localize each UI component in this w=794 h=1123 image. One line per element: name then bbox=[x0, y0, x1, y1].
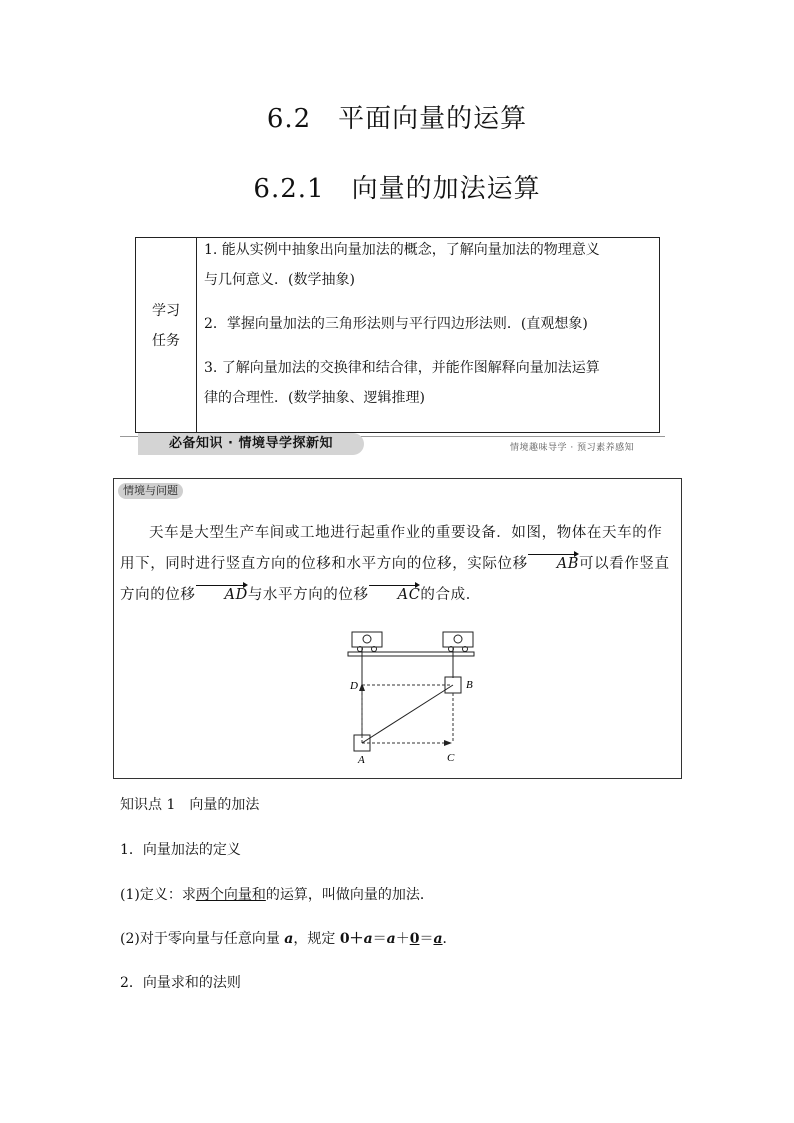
section-banner: 必备知识 · 情境导学探新知 bbox=[138, 433, 364, 455]
zero-rule-formula-a1: a bbox=[363, 931, 373, 947]
scenario-text-part-1: 天车是大型生产车间或工地进行起重作业的重要设备．如图，物体在天车的作用下，同时进行竖直方向的位移和水平方向的位移，实际位移 bbox=[120, 525, 663, 572]
definition-prefix: (1)定义：求 bbox=[120, 887, 196, 903]
scenario-text-part-3: 与水平方向的位移 bbox=[247, 587, 369, 603]
learning-tasks-label-2: 任务 bbox=[152, 333, 180, 349]
knowledge-point-1-title: 知识点 1 向量的加法 bbox=[120, 797, 260, 813]
subsection-title: 6.2.1 向量的加法运算 bbox=[253, 174, 541, 204]
task-item-1-line-2: 与几何意义．(数学抽象) bbox=[204, 272, 355, 288]
crane-trolley-left bbox=[352, 632, 382, 652]
learning-tasks-label-1: 学习 bbox=[152, 303, 180, 319]
label-b: B bbox=[466, 679, 473, 691]
arrowhead-c bbox=[444, 740, 452, 746]
scenario-tag: 情境与问题 bbox=[118, 483, 183, 499]
vector-ad: AD bbox=[196, 582, 248, 602]
scenario-text-part-2: 可以看作竖直方向的位移 bbox=[120, 556, 670, 603]
zero-rule-formula-eq2: ＝ bbox=[419, 931, 434, 947]
label-c: C bbox=[447, 752, 455, 764]
vector-ac: AC bbox=[369, 582, 421, 602]
zero-rule-formula-eq1: ＝ bbox=[372, 931, 387, 947]
task-item-3 bbox=[204, 353, 654, 413]
zero-rule-formula-1: 0＋ bbox=[339, 931, 364, 947]
crane-displacement-figure bbox=[340, 625, 490, 770]
zero-rule-formula-plus: ＋ bbox=[395, 931, 410, 947]
definition-suffix: 的运算，叫做向量的加法． bbox=[265, 887, 434, 903]
zero-rule-formula-a2: a bbox=[386, 931, 396, 947]
zero-vector-rule bbox=[120, 928, 457, 948]
crane-trolley-right bbox=[443, 632, 473, 652]
vector-ab-line bbox=[362, 685, 453, 743]
crane-rail bbox=[348, 652, 474, 656]
learning-tasks-table bbox=[135, 237, 660, 433]
definition-key-term: 两个向量和 bbox=[195, 887, 266, 903]
task-item-1-line-1: 1. 能从实例中抽象出向量加法的概念，了解向量加法的物理意义 bbox=[204, 242, 600, 258]
section-banner-subtitle: 情境趣味导学 · 预习素养感知 bbox=[510, 443, 635, 453]
section-title: 6.2 平面向量的运算 bbox=[266, 104, 528, 134]
zero-rule-a: a bbox=[284, 931, 294, 947]
learning-tasks-label-cell bbox=[136, 238, 197, 432]
scenario-text-part-4: 的合成． bbox=[420, 587, 481, 603]
arrowhead-d bbox=[359, 683, 365, 691]
zero-rule-formula-zero: 0 bbox=[409, 931, 420, 947]
vector-ab: AB bbox=[528, 551, 579, 571]
task-item-3-line-1: 3. 了解向量加法的交换律和结合律，并能作图解释向量加法运算 bbox=[204, 360, 600, 376]
task-item-3-line-2: 律的合理性．(数学抽象、逻辑推理) bbox=[204, 390, 425, 406]
zero-rule-mid: ，规定 bbox=[293, 931, 340, 947]
definition-heading: 1．向量加法的定义 bbox=[120, 842, 241, 858]
addition-rules-heading: 2．向量求和的法则 bbox=[120, 975, 241, 991]
zero-rule-formula-a3: a bbox=[433, 931, 443, 947]
task-item-2: 2．掌握向量加法的三角形法则与平行四边形法则．(直观想象) bbox=[204, 316, 588, 332]
label-d: D bbox=[350, 680, 358, 692]
zero-rule-end: ． bbox=[442, 931, 457, 947]
task-item-1 bbox=[204, 235, 654, 295]
label-a: A bbox=[358, 754, 365, 766]
definition-line bbox=[120, 884, 434, 904]
scenario-text bbox=[120, 518, 675, 611]
zero-rule-prefix: (2)对于零向量与任意向量 bbox=[120, 931, 285, 947]
